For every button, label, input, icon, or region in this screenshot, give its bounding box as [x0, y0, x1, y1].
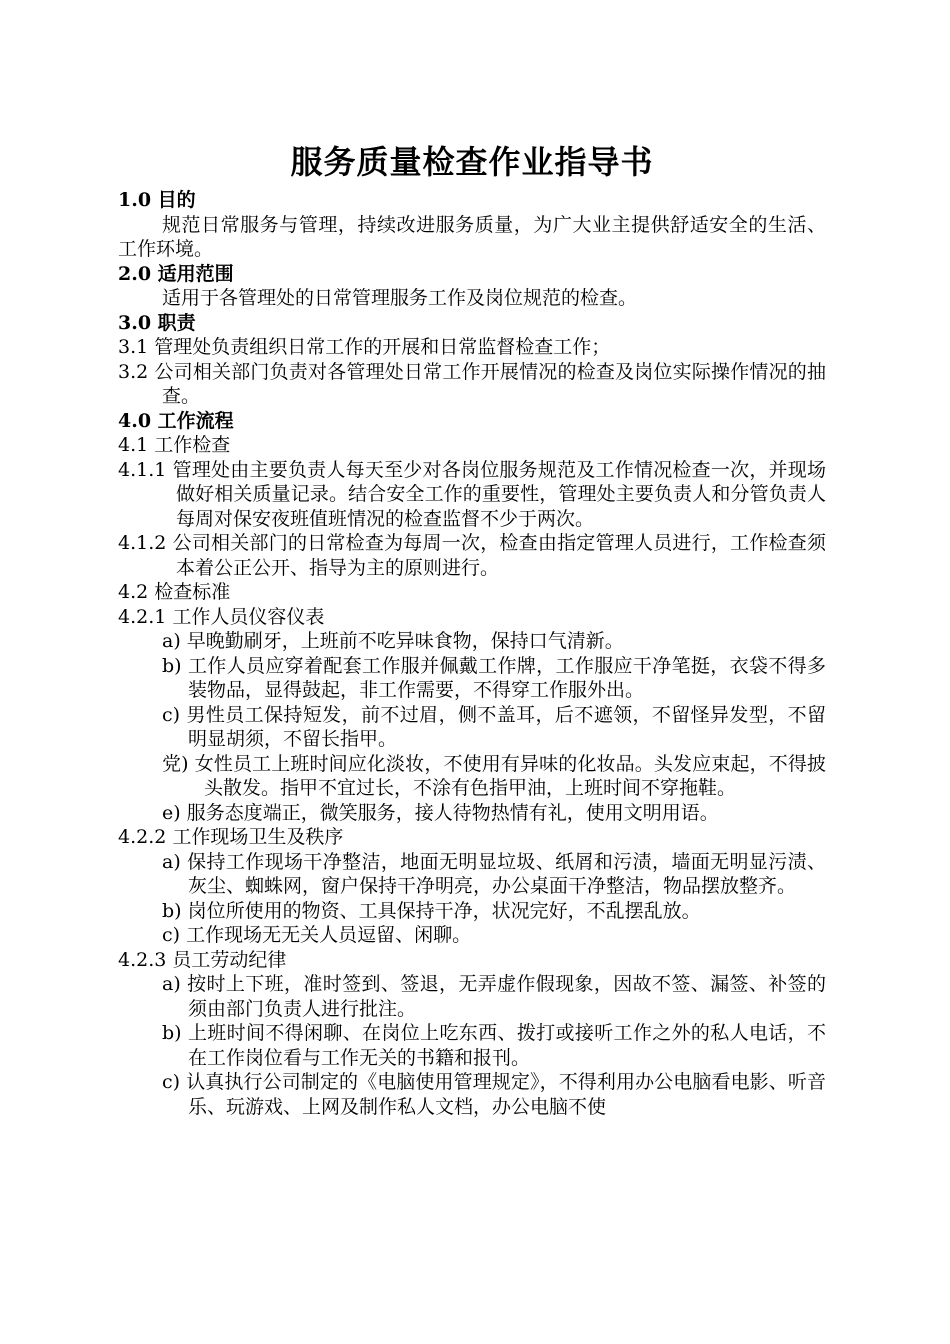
section-3-heading: 3.0 职责: [118, 311, 196, 334]
list-item: b) 上班时间不得闲聊、在岗位上吃东西、拨打或接听工作之外的私人电话，不在工作岗位看与工作无关的书籍和报刊。: [162, 1022, 826, 1069]
section-2-heading: 2.0 适用范围: [118, 262, 234, 285]
list-item: a) 保持工作现场干净整洁，地面无明显垃圾、纸屑和污渍，墙面无明显污渍、灰尘、蜘蛛网，窗户保持干净明亮，办公桌面干净整洁，物品摆放整齐。: [162, 850, 826, 897]
list-item: e) 服务态度端正，微笑服务，接人待物热情有礼，使用文明用语。: [162, 801, 719, 824]
section-3-item: 3.1 管理处负责组织日常工作的开展和日常监督检查工作；: [118, 336, 611, 358]
list-item: c) 认真执行公司制定的《电脑使用管理规定》，不得利用办公电脑看电影、听音乐、玩游戏、上网及制作私人文档，办公电脑不使: [162, 1071, 826, 1118]
list-item: c) 工作现场无无关人员逗留、闲聊。: [162, 924, 472, 946]
group-4-2-3-heading: 4.2.3 员工劳动纪律: [118, 948, 287, 971]
subsection-4-2-heading: 4.2 检查标准: [118, 581, 231, 603]
section-2-body: 适用于各管理处的日常管理服务工作及岗位规范的检查。: [162, 287, 638, 309]
subsection-4-1-heading: 4.1 工作检查: [118, 434, 231, 456]
list-item: c) 男性员工保持短发，前不过眉，侧不盖耳，后不遮领，不留怪异发型，不留明显胡须，不留长指甲。: [162, 703, 826, 750]
document-title: 服务质量检查作业指导书: [290, 143, 654, 181]
section-4-heading: 4.0 工作流程: [118, 409, 234, 432]
group-4-2-1-heading: 4.2.1 工作人员仪容仪表: [118, 605, 325, 628]
list-item: b) 工作人员应穿着配套工作服并佩戴工作牌，工作服应干净笔挺，衣袋不得多装物品，显得鼓起，非工作需要，不得穿工作服外出。: [162, 654, 826, 701]
section-3-item: 3.2 公司相关部门负责对各管理处日常工作开展情况的检查及岗位实际操作情况的抽查。: [118, 360, 826, 407]
paragraph-4-1-2: 4.1.2 公司相关部门的日常检查为每周一次，检查由指定管理人员进行，工作检查须本着公正公开、指导为主的原则进行。: [118, 532, 826, 579]
list-item: b) 岗位所使用的物资、工具保持干净，状况完好，不乱摆乱放。: [162, 899, 701, 922]
group-4-2-2-heading: 4.2.2 工作现场卫生及秩序: [118, 826, 344, 848]
paragraph-4-1-1: 4.1.1 管理处由主要负责人每天至少对各岗位服务规范及工作情况检查一次，并现场做好相关质量记录。结合安全工作的重要性，管理处主要负责人和分管负责人每周对保安夜班值班情况的检查监督不少于两次。: [118, 458, 826, 530]
list-item: a) 早晚勤刷牙，上班前不吃异味食物，保持口气清新。: [162, 630, 624, 652]
section-1-body: 规范日常服务与管理，持续改进服务质量，为广大业主提供舒适安全的生活、工作环境。: [118, 213, 826, 260]
document-page: [118, 140, 826, 1119]
list-item: 党) 女性员工上班时间应化淡妆，不使用有异味的化妆品。头发应束起，不得披头散发。指甲不宜过长，不涂有色指甲油，上班时间不穿拖鞋。: [162, 752, 826, 799]
list-item: a) 按时上下班，准时签到、签退，无弄虚作假现象，因故不签、漏签、补签的须由部门负责人进行批注。: [162, 973, 826, 1020]
section-1-heading: 1.0 目的: [118, 189, 196, 211]
